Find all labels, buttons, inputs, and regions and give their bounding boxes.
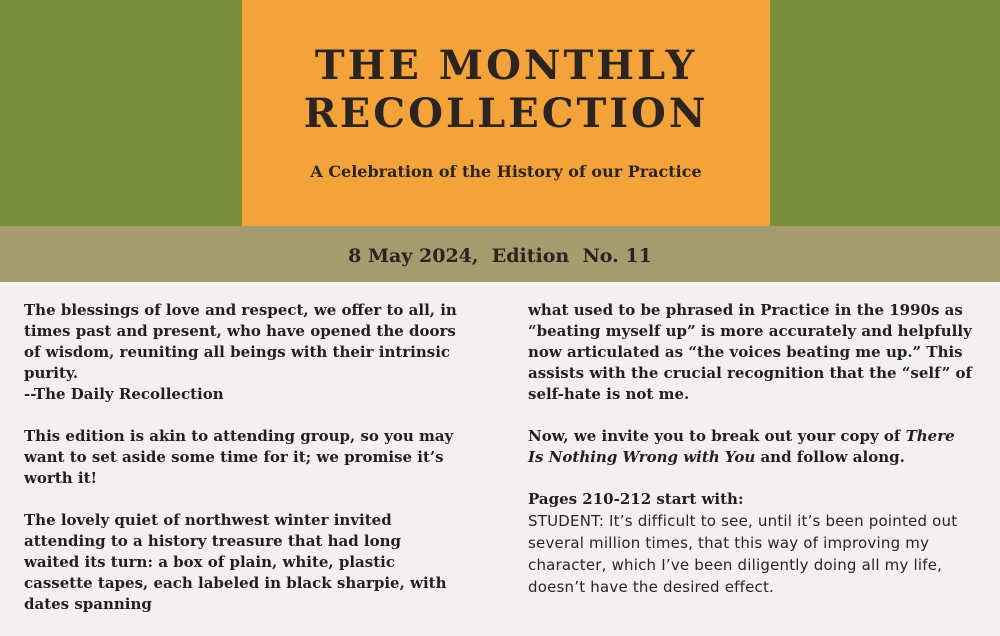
- pages-heading: Pages 210-212 start with:: [528, 490, 744, 508]
- invite-text: Now, we invite you to break out your copy of: [528, 427, 906, 445]
- title-line-1: THE MONTHLY: [314, 42, 698, 89]
- story-paragraph: The lovely quiet of northwest winter invited attending to a history treasure that had long waited its turn: a box of plain, white, plastic cassette tapes, each labeled in black sharpie, with dates spanning: [24, 511, 447, 613]
- edition-number: No. 11: [582, 245, 652, 267]
- intro-paragraph: This edition is akin to attending group, so you may want to set aside some time for it; we promise it’s worth it!: [24, 427, 454, 487]
- dateline-band: [0, 226, 1000, 282]
- book-title: There Is Nothing Wrong with You: [528, 427, 955, 466]
- student-handwritten-text: STUDENT: It’s difficult to see, until it’s been pointed out several million times, that this way of improving my character, which I’ve been diligently doing all my life, doesn’t have the desired effect.: [528, 512, 958, 596]
- quote-text: The blessings of love and respect, we offer to all, in times past and present, who have opened the doors of wisdom, reuniting all beings with their intrinsic purity.: [24, 301, 457, 382]
- masthead-title-block: [242, 0, 770, 226]
- opening-quote: [24, 300, 460, 405]
- edition-label: Edition: [491, 245, 570, 267]
- title-line-2: RECOLLECTION: [303, 90, 709, 137]
- quote-attribution: --The Daily Recollection: [24, 385, 224, 403]
- invite-paragraph: [528, 426, 974, 468]
- invite-text-end: and follow along.: [755, 448, 905, 466]
- self-hate-paragraph: what used to be phrased in Practice in the 1990s as “beating myself up” is more accurately and helpfully now articulated as “the voices beating me up.” This assists with the crucial recognition that the “self” of self-hate is not me.: [528, 301, 972, 403]
- left-column: [24, 300, 460, 636]
- newsletter-title: [242, 42, 770, 138]
- issue-date: 8 May 2024,: [348, 245, 479, 267]
- right-column: [528, 300, 974, 598]
- masthead-green-band: [0, 0, 1000, 226]
- newsletter-subtitle: A Celebration of the History of our Practice: [310, 162, 702, 181]
